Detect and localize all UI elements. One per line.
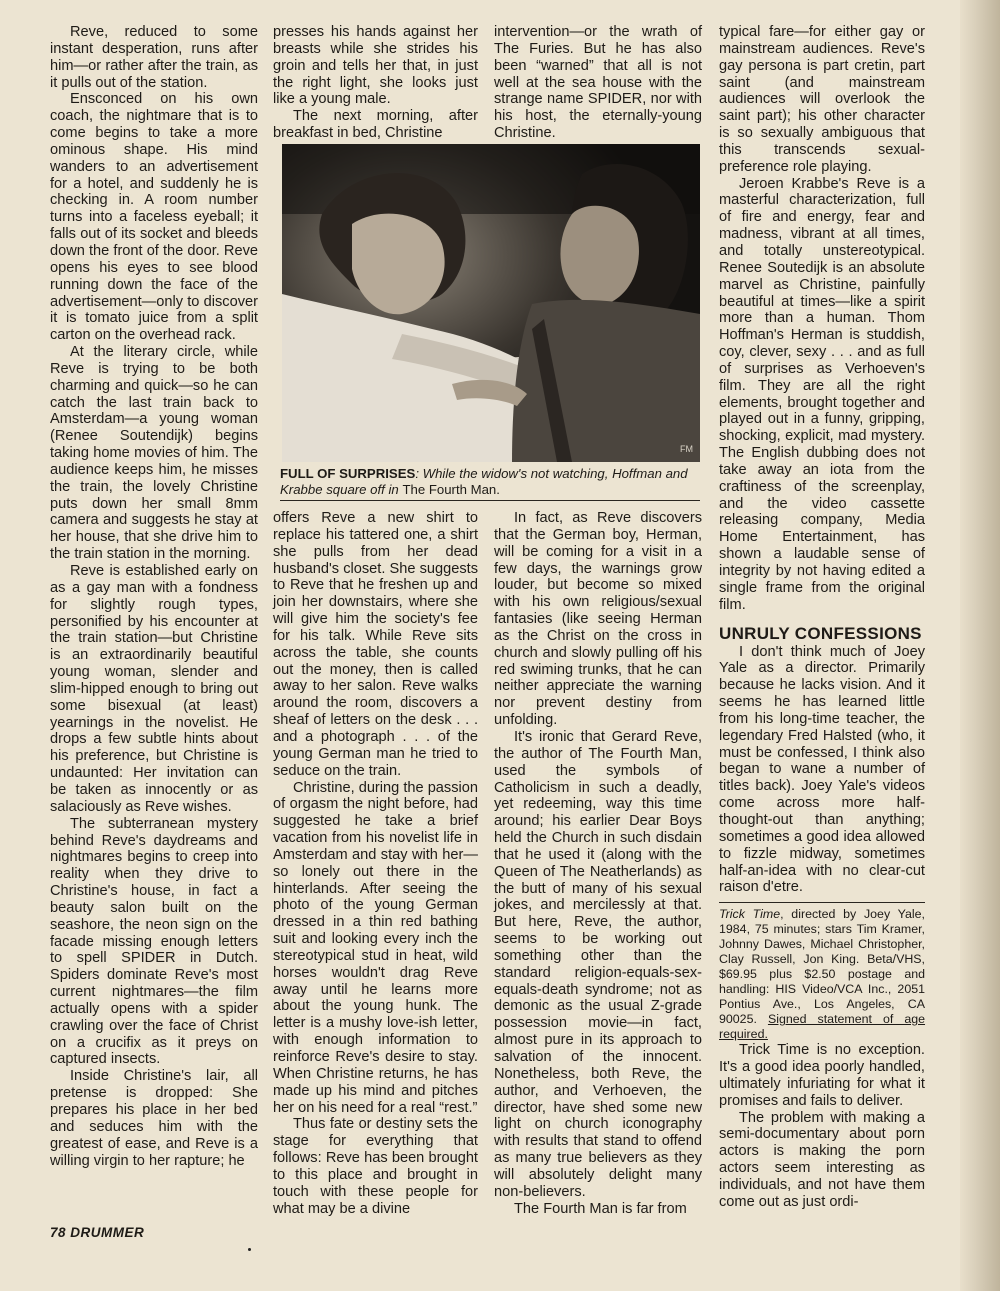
photo-watermark: FM [680,444,693,454]
credits-body: , directed by Joey Yale, 1984, 75 minutes; stars Tim Kramer, Johnny Dawes, Michael Christopher, Clay Russell, Jon King. Beta/VHS, $69.95 plus $2.50 postage and handling: HIS Video/VCA Inc., 2051 Pontius Ave., Los Angeles, CA 90025. [719,907,925,1027]
paragraph: Ensconced on his own coach, the nightmare that is to come begins to take a more ominous shape. His mind wanders to an advertisement for a hotel, and suddenly he is checking in. A room number turns into a faceless eyeball; it falls out of its socket and bleeds down the front of the door. Reve opens his eyes to see blood running down the face of the advertisement—only to discover it is tomato juice from a split carton on the overhead rack. [50,91,258,344]
paragraph: Reve, reduced to some instant desperation, runs after him—or rather after the train, as it pulls out of the station. [50,24,258,91]
paragraph: presses his hands against her breasts while she strides his groin and tells her that, in just the right light, she looks just like a young male. [273,24,478,108]
section-heading: UNRULY CONFESSIONS [719,623,922,643]
paragraph: I don't think much of Joey Yale as a director. Primarily because he lacks vision. And it seems he has learned little from his long-time teacher, the legendary Fred Halsted (who, it must be confessed, I think also began to wane a number of titles back). Joey Yale's videos come across more half-thought-out than anything; sometimes a good idea allowed to fizzle midway, sometimes half-an-idea with no clear-cut raison d'etre. [719,643,925,896]
paragraph: Jeroen Krabbe's Reve is a masterful characterization, full of fire and energy, fear and madness, vibrant at all times, and totally unstereotypical. Renee Soutedijk is an absolute marvel as Christine, painfully beautiful at times—like a spirit more than a human. Thom Hoffman's Herman is studdish, coy, clever, sexy . . . and as full of surprises as Verhoeven's film. They are all the right elements, brought together and played out in a funny, gripping, shocking, explicit, mad mystery. The English dubbing does not take away an iota from the craftiness of the screenplay, and the video cassette releasing company, Media Home Entertainment, has shown a laudable sense of integrity by not having edited a single frame from the original film. [719,175,925,613]
page-edge [960,0,1000,1291]
paragraph: The Fourth Man is far from [514,1200,687,1217]
film-still-photo [282,144,700,462]
credits-title: Trick Time [719,907,781,922]
print-speck [248,1248,251,1251]
page-folio: 78 DRUMMER [50,1225,145,1240]
caption-film-title: The Fourth Man. [402,482,500,497]
article-column-1 [50,24,258,1169]
photo-caption [280,466,700,501]
paragraph: Inside Christine's lair, all pretense is dropped: She prepares his place in her bed and seduces him with the greatest of ease, and Reve is a willing virgin to her rapture; he [50,1068,258,1169]
paragraph: It's ironic that Gerard Reve, the author of The Fourth Man, used the symbols of Catholicism in such a deadly, yet redeeming, way this time around; his earlier Dear Boys held the Church in such disdain that he used it (along with the Queen of The Neatherlands) as the butt of many of his sexual jokes, and mercilessly at that. But here, Reve, the author, seems to be working out something other than the standard religion-equals-sex-equals-death syndrome; not as demonic as the usual Z-grade possession movie—in fact, almost pure in its approach to salvation of the innocent. Nonetheless, both Reve, the author, and Verhoeven, the director, have shed some new light on church iconography with results that stand to offend as many true believers as they will absolutely delight many non-believers. [494,728,702,1200]
credits-age-requirement: Signed statement of age required. [719,1012,926,1042]
paragraph: offers Reve a new shirt to replace his tattered one, a shirt she pulls from her dead husband's closet. She suggests to Reve that he freshen up and join her downstairs, where she will give him the society's fee for his talk. While Reve sits across the table, she counts out the money, then is called away to her salon. Reve walks around the room, discovers a sheaf of letters on the desk . . . and a photograph . . . of the young German man he tried to seduce on the train. [273,510,478,779]
paragraph: Thus fate or destiny sets the stage for everything that follows: Reve has been brought to this place and brought in touch with these people for what may be a divine [273,1116,478,1217]
paragraph: Trick Time is no exception. It's a good idea poorly handled, ultimately infuriating for what it promises and fails to deliver. [719,1042,925,1109]
caption-text: : While the widow's not watching, Hoffman and Krabbe square off in [280,466,688,497]
paragraph: Christine, during the passion of orgasm the night before, had suggested he take a brief vacation from his novelist life in Amsterdam and stay with her—so lonely out there in the hinterlands. After seeing the photo of the young German dressed in a thin red bathing suit and looking every inch the stereotypical stud in heat, wild horses wouldn't drag Reve away until he learns more about the young hunk. The letter is a mushy love-ish letter, with enough information to reinforce Reve's desire to stay. When Christine returns, he has made up his mind and pitches her on his need for a real “rest.” [273,779,478,1116]
article-column-3-top [494,24,702,142]
article-column-2-top [273,24,478,142]
paragraph: In fact, as Reve discovers that the German boy, Herman, will be coming for a visit in a few days, the warnings grow louder, but become so mixed with his own religious/sexual fantasies (like seeing Herman as the Christ on the cross in church and slowly pulling off his red swiming trunks, that he can neither appreciate the warning nor prevent destiny from unfolding. [494,510,702,729]
caption-lead: FULL OF SURPRISES [280,466,416,481]
article-column-4 [719,24,925,1211]
paragraph: At the literary circle, while Reve is trying to be both charming and quick—so he can catch the last train back to Amsterdam—a young woman (Renee Soutendijk) begins taking home movies of him. The audience keeps him, he misses the train, the lovely Christine puts down her small 8mm camera and suggests he stay at her house, that she drive him to the train station in the morning. [50,344,258,563]
video-credits [719,902,925,1042]
paragraph: The subterranean mystery behind Reve's daydreams and nightmares begins to creep into reality when they drive to Christine's house, in fact a beauty salon built on the seashore, the neon sign on the facade missing enough letters to spell SPIDER in Dutch. Spiders dominate Reve's most current nightmares—the film actually opens with a spider crawling over the face of Christ on a crucifix as it preys on captured insects. [50,815,258,1068]
paragraph: typical fare—for either gay or mainstream audiences. Reve's gay persona is part cretin, part saint (and mainstream audiences will overlook the saint part); his other character is so sexually ambiguous that this transcends sexual-preference role playing. [719,24,925,175]
paragraph: The next morning, after breakfast in bed, Christine [273,108,478,142]
film-still-illustration [282,144,700,462]
paragraph: Reve is established early on as a gay man with a fondness for slightly rough types, personified by his encounter at the train station—but Christine is an extraordinarily beautiful young woman, slender and slim-hipped enough to bring out some bisexual (at least) yearnings in the novelist. He drops a few subtle hints about his preference, but Christine is undaunted: Her invitation can be taken as innocently or as salaciously as Reve wishes. [50,563,258,815]
article-column-3-bottom [494,510,702,1217]
paragraph: The problem with making a semi-documentary about porn actors is making the porn actors seem interesting as individuals, and not have them come out as just ordi- [719,1109,925,1210]
paragraph: intervention—or the wrath of The Furies. But he has also been “warned” that all is not well at the sea house with the strange name SPIDER, nor with his host, the eternally-young Christine. [494,24,702,142]
article-column-2-bottom [273,510,478,1217]
